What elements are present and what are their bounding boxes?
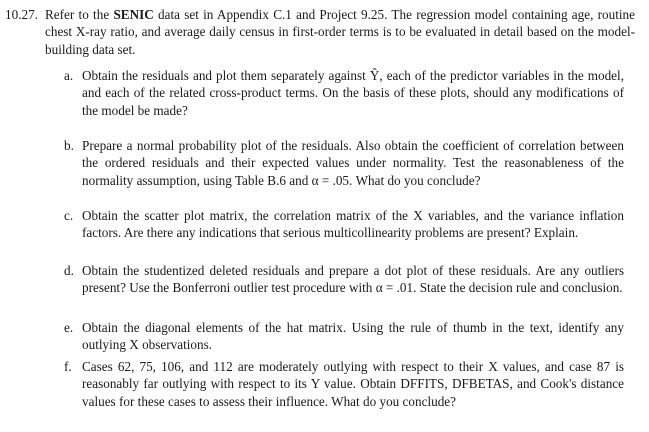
part-text: Obtain the scatter plot matrix, the correlation matrix of the X variables, and the variance inflation factors. Are there any indications that serious multicollinearity problems are present? Explain. bbox=[82, 208, 624, 241]
intro-dataset-name: SENIC bbox=[113, 7, 154, 22]
part-text: Obtain the residuals and plot them separately against Ŷ, each of the predictor variables in the model, and each of the related cross-product terms. On the basis of these plots, should any modifications of the model be made? bbox=[82, 68, 624, 118]
part-c bbox=[64, 207, 624, 242]
problem-number: 10.27. bbox=[5, 7, 38, 22]
intro-text-pre: Refer to the bbox=[45, 7, 114, 22]
part-text: Cases 62, 75, 106, and 112 are moderately outlying with respect to their X values, and case 87 is reasonably far outlying with respect to its Y value. Obtain DFFITS, DFBETAS, and Cook's distance values for these cases to assess their influence. What do you conclude? bbox=[82, 359, 624, 409]
part-text: Obtain the diagonal elements of the hat matrix. Using the rule of thumb in the text, identify any outlying X observations. bbox=[82, 320, 624, 353]
part-label: d. bbox=[64, 263, 74, 278]
part-label: e. bbox=[64, 320, 74, 335]
part-f bbox=[64, 358, 624, 410]
part-e bbox=[64, 319, 624, 354]
part-d bbox=[64, 262, 624, 297]
part-label: f. bbox=[64, 359, 72, 374]
part-label: c. bbox=[64, 208, 74, 223]
part-label: b. bbox=[64, 138, 74, 153]
part-b bbox=[64, 137, 624, 189]
part-label: a. bbox=[64, 68, 74, 83]
part-a bbox=[64, 67, 624, 119]
part-text: Obtain the studentized deleted residuals and prepare a dot plot of these residuals. Are any outliers present? Use the Bonferroni outlier test procedure with α = .01. State the decision rule and conclusion. bbox=[82, 263, 624, 296]
problem-intro bbox=[45, 6, 635, 58]
part-text: Prepare a normal probability plot of the residuals. Also obtain the coefficient of correlation between the ordered residuals and their expected values under normality. Test the reasonableness of the normality assumption, using Table B.6 and α = .05. What do you conclude? bbox=[82, 138, 624, 188]
intro-text-post: data set in Appendix C.1 and Project 9.25. The regression model containing age, routine chest X-ray ratio, and average daily census in first-order terms is to be evaluated in detail based on the model-building data set. bbox=[45, 7, 636, 57]
